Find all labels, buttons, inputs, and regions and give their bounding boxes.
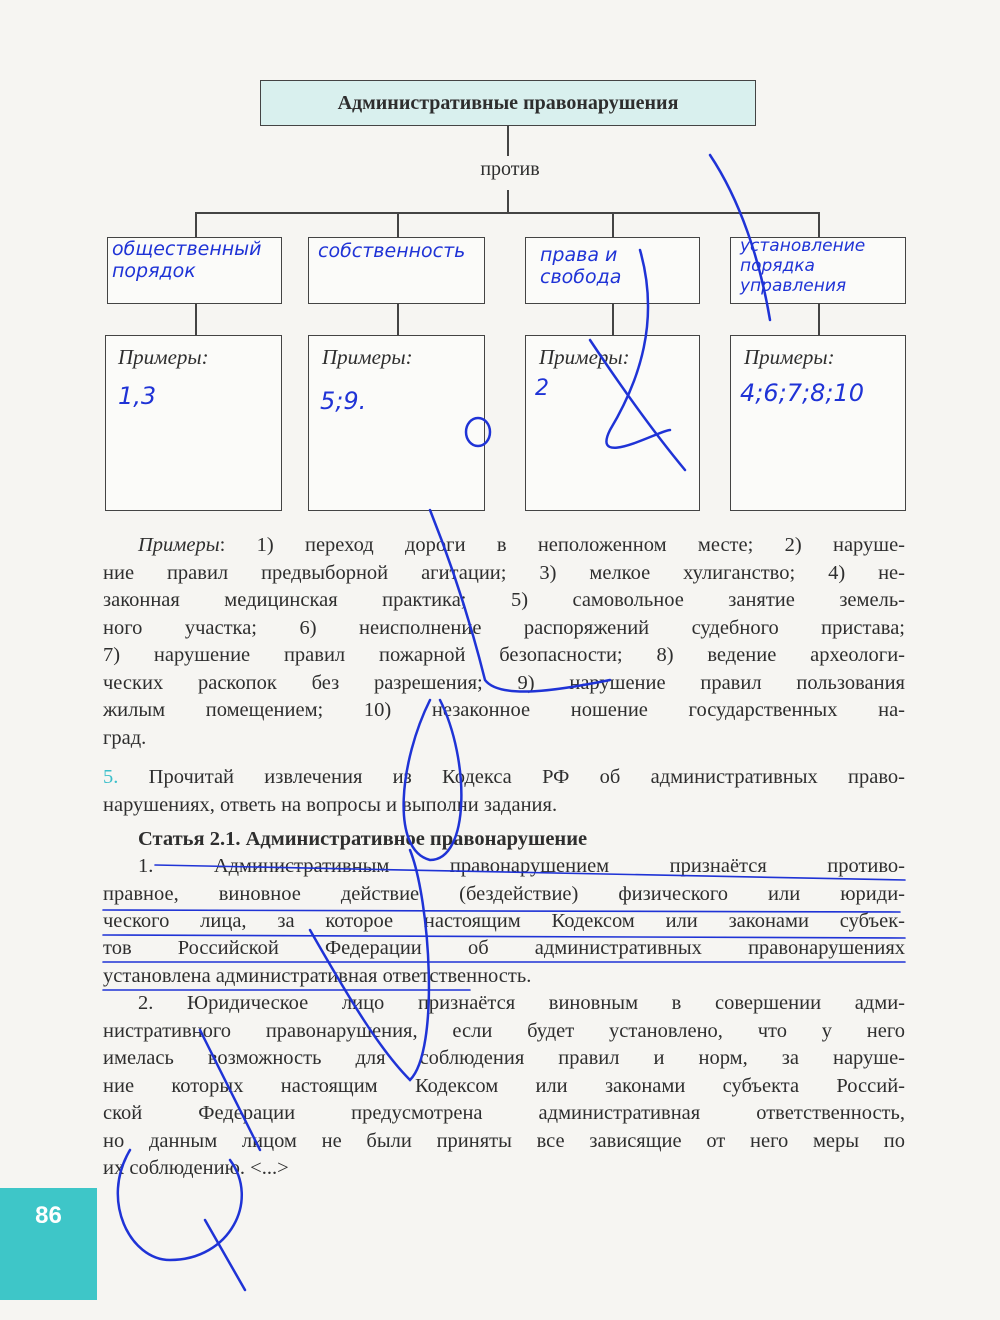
diagram-title: Административные правонарушения [260, 80, 756, 126]
text-line: Статья 2.1. Административное правонарушение [138, 828, 588, 850]
text-line: имелась возможность для соблюдения правил и норм, за наруше- [103, 1047, 905, 1069]
text-line: но данным лицом не были приняты все зависящие от него меры по [103, 1130, 905, 1152]
examples-label: Примеры: [322, 345, 413, 369]
answer-object-2: собственность [318, 240, 466, 262]
text-line: Примеры: 1) переход дороги в неположенном месте; 2) наруше- [138, 534, 905, 556]
examples-heading: Примеры [138, 534, 220, 556]
examples-label: Примеры: [744, 345, 835, 369]
text-line: 1. Административным правонарушением признаётся противо- [138, 855, 905, 877]
diagram-against-label: против [480, 158, 540, 180]
text-line: ного участка; 6) неисполнение распоряжений судебного пристава; [103, 617, 905, 639]
connector [507, 190, 509, 212]
answer-object-3: права и свобода [540, 244, 622, 288]
connector [507, 126, 509, 156]
text-line: ние которых настоящим Кодексом или законами субъекта Россий- [103, 1075, 905, 1097]
connector [397, 212, 399, 237]
answer-object-4: установление порядка управления [740, 236, 866, 296]
text-line: 7) нарушение правил пожарной безопасности; 8) ведение археологи- [103, 644, 905, 666]
text-line: установлена административная ответственность. [103, 965, 532, 987]
connector [195, 212, 818, 214]
connector [818, 304, 820, 335]
task-5-line: 5. Прочитай извлечения из Кодекса РФ об административных право- [103, 766, 905, 788]
text-line: жилым помещением; 10) незаконное ношение государственных на- [103, 699, 905, 721]
text-line: законная медицинская практика; 5) самовольное занятие земель- [103, 589, 905, 611]
examples-label: Примеры: [539, 345, 630, 369]
text-line: град. [103, 727, 147, 749]
connector [195, 212, 197, 237]
answer-examples-2: 5;9. [320, 387, 367, 415]
text-line: ческого лица, за которое настоящим Кодексом или законами субъек- [103, 910, 905, 932]
text-line: нистративного правонарушения, если будет установлено, что у него [103, 1020, 905, 1042]
examples-label: Примеры: [118, 345, 209, 369]
text-line: тов Российской Федерации об административных правонарушениях [103, 937, 905, 959]
connector [195, 304, 197, 335]
text-line: ние правил предвыборной агитации; 3) мелкое хулиганство; 4) не- [103, 562, 905, 584]
page-number: 86 [0, 1188, 97, 1300]
connector [612, 212, 614, 237]
answer-object-1: общественный порядок [112, 238, 262, 282]
text-line: 2. Юридическое лицо признаётся виновным в совершении адми- [138, 992, 905, 1014]
text-line: их соблюдению. <...> [103, 1157, 289, 1179]
task-number: 5. [103, 766, 119, 788]
text-line: правное, виновное действие (бездействие) физического или юриди- [103, 883, 905, 905]
connector [612, 304, 614, 335]
answer-examples-3: 2 [535, 376, 549, 401]
text-line: ской Федерации предусмотрена административная ответственность, [103, 1102, 905, 1124]
connector [818, 212, 820, 237]
answer-examples-1: 1,3 [118, 382, 157, 410]
text-line: ческих раскопок без разрешения; 9) нарушение правил пользования [103, 672, 905, 694]
text-line: нарушениях, ответь на вопросы и выполни задания. [103, 794, 558, 816]
connector [397, 304, 399, 335]
answer-examples-4: 4;6;7;8;10 [740, 379, 864, 407]
